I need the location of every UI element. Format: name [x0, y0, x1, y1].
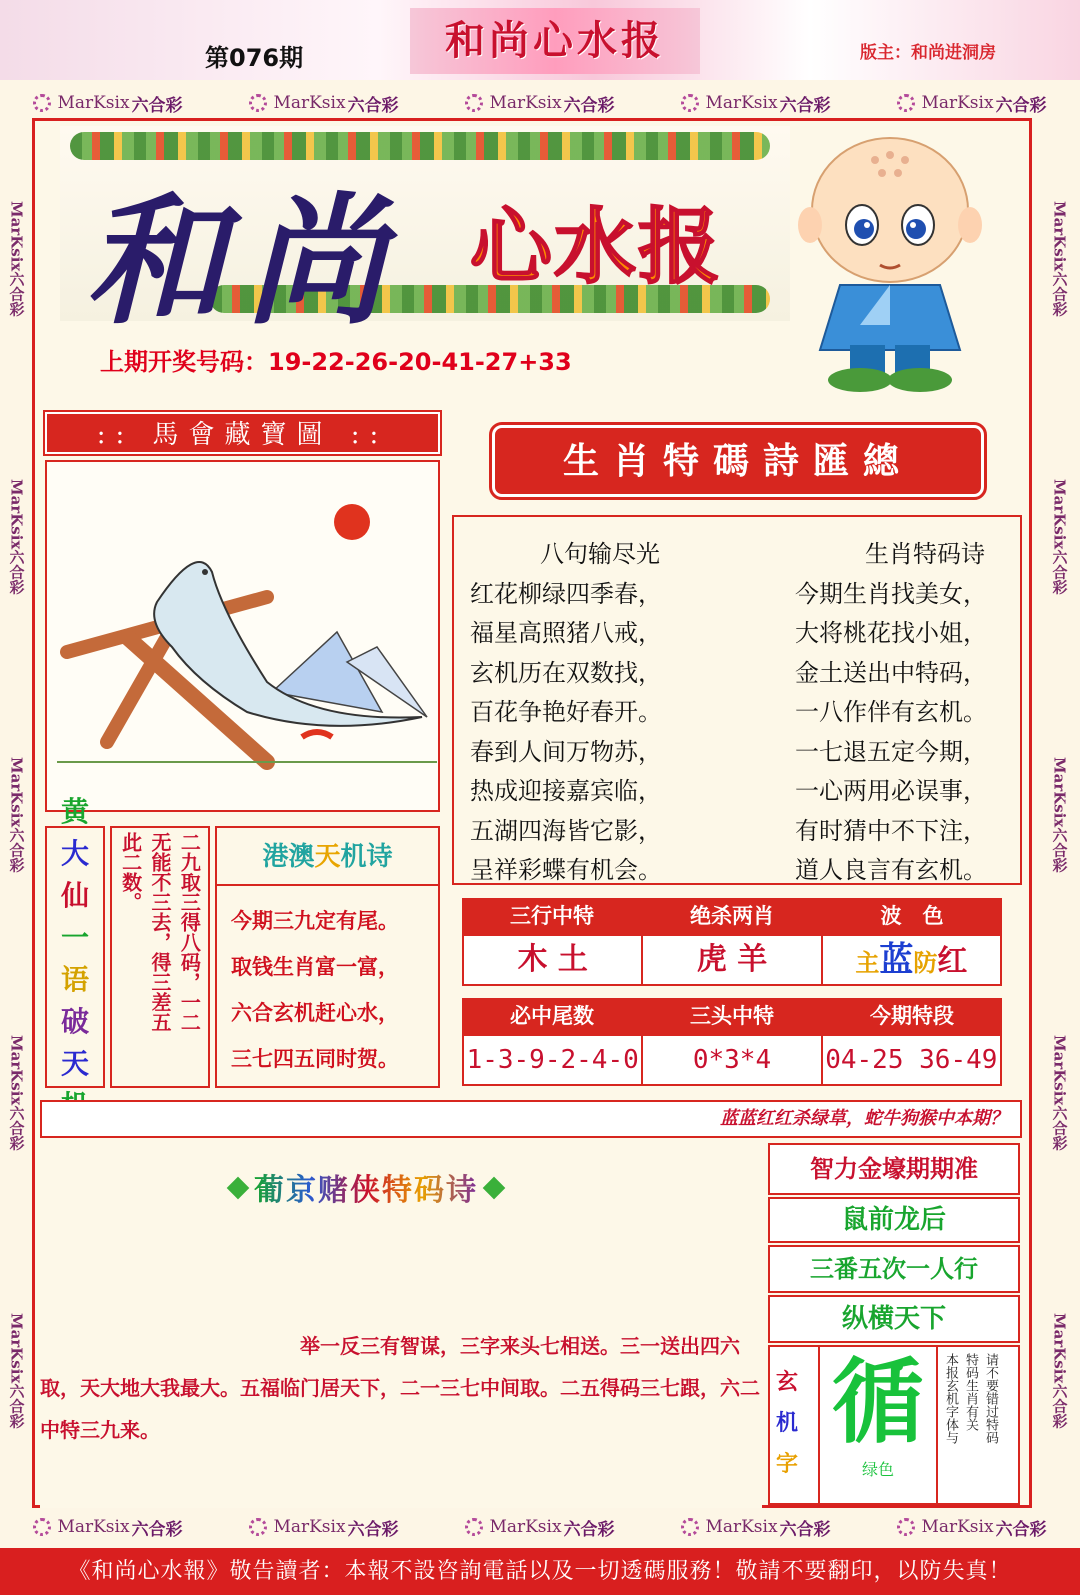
- huang-char: 天: [60, 1047, 89, 1080]
- watermark: [897, 91, 1046, 116]
- watermark: [681, 91, 830, 116]
- gangao-line: 今期三九定有尾。: [231, 908, 399, 933]
- editor-credit: 版主：和尚进洞房: [860, 43, 996, 63]
- right-box-2: 鼠前龙后: [768, 1197, 1020, 1243]
- watermark-en: MarKsix: [57, 1517, 130, 1537]
- issue-number: 第076期: [205, 44, 304, 72]
- huang-char: 语: [60, 963, 89, 996]
- verse-column: 二九取三得八码，一二: [177, 832, 202, 1032]
- watermark-col-right: [1045, 120, 1075, 1510]
- grid-header-row: [462, 898, 1002, 934]
- huang-char: 一: [60, 921, 89, 954]
- mystery-char: 循: [831, 1348, 924, 1456]
- poem-line: 今期生肖找美女，: [795, 579, 987, 608]
- poem-line: 一八作伴有玄机。: [795, 698, 987, 726]
- watermark-side: MarKsix六合彩: [1050, 1313, 1069, 1429]
- watermark-en: MarKsix: [921, 1517, 994, 1537]
- grid-header: 必中尾数: [510, 1003, 594, 1028]
- watermark-zh: 六合彩: [131, 95, 183, 116]
- flower-icon: [465, 94, 483, 112]
- watermark-side: MarKsix六合彩: [1050, 479, 1069, 595]
- watermark-zh: 六合彩: [995, 1519, 1047, 1540]
- wave-blue: 蓝: [879, 940, 914, 980]
- watermark-side: MarKsix六合彩: [7, 1313, 26, 1429]
- poem-line: 一七退五定今期，: [795, 737, 987, 766]
- grid-value-wave: [823, 936, 1000, 984]
- horse-map-title: :: 馬會藏寶圖 ::: [45, 412, 440, 454]
- watermark: [33, 1515, 182, 1540]
- watermark: [465, 91, 614, 116]
- huang-char: 破: [60, 1005, 89, 1038]
- mystery-char-notes: [942, 1353, 998, 1444]
- watermark-row-top: [0, 88, 1080, 118]
- huang-char: 仙: [60, 879, 89, 912]
- label-char: 机: [776, 1410, 799, 1436]
- gangao-line: 取钱生肖富一富，: [231, 954, 399, 979]
- grid-value-heads: 0*3*4: [643, 1036, 822, 1084]
- right-box-1: 智力金壕期期准: [768, 1143, 1020, 1195]
- poem-line: 大将桃花找小姐，: [795, 619, 987, 647]
- poem-line: 道人良言有玄机。: [795, 856, 987, 884]
- banner-title: 和尚: [85, 180, 406, 344]
- watermark: [33, 91, 182, 116]
- watermark-side: MarKsix六合彩: [1050, 1035, 1069, 1151]
- poem-line: 呈祥彩蝶有机会。: [470, 856, 662, 884]
- mystery-char-cell: [818, 1347, 938, 1505]
- poem-line: 红花柳绿四季春，: [470, 579, 662, 608]
- dujing-title-text: 葡京赌侠特码诗: [254, 1173, 478, 1208]
- last-draw-result: [100, 342, 572, 377]
- watermark-col-left: [2, 120, 32, 1510]
- watermark: [681, 1515, 830, 1540]
- gangao-title-c: 机诗: [340, 842, 393, 872]
- grid-header: 三头中特: [690, 1003, 774, 1028]
- last-draw-numbers: 19-22-26-20-41-27+33: [268, 348, 572, 376]
- gangao-title-a: 港澳: [262, 842, 315, 872]
- dujing-title: [222, 1165, 510, 1209]
- wave-main-label: 主: [855, 948, 880, 977]
- huang-daxian-box: [45, 795, 105, 1088]
- watermark-en: MarKsix: [489, 1517, 562, 1537]
- verse-column: 无能不三去，得三差五: [147, 832, 172, 1032]
- poem-line: 金土送出中特码，: [795, 658, 987, 687]
- dujing-poem: 举一反三有智谋，三字来头七相送。三一送出四六取，天大地大我最大。五福临门居天下，二一三七中间取。二五得码三七跟，六二中特三九来。: [40, 1334, 760, 1442]
- prediction-grid: [462, 898, 1002, 1086]
- gangao-line: 三七四五同时贺。: [231, 1046, 399, 1071]
- grid-value-row: [462, 1034, 1002, 1086]
- poem-left: [470, 535, 662, 891]
- wave-red: 红: [937, 944, 968, 979]
- verse-column: 此二数。: [118, 832, 143, 912]
- grid-value-elements: 木 土: [464, 936, 643, 984]
- diamond-icon: [227, 1177, 250, 1200]
- grid-header: 绝杀两肖: [690, 903, 774, 928]
- watermark: [897, 1515, 1046, 1540]
- flower-icon: [249, 1518, 267, 1536]
- flower-icon: [465, 1518, 483, 1536]
- watermark-zh: 六合彩: [563, 1519, 615, 1540]
- watermark-zh: 六合彩: [347, 1519, 399, 1540]
- flower-icon: [681, 1518, 699, 1536]
- horse-map-picture: [45, 460, 440, 812]
- poem-line: 玄机历在双数找，: [470, 658, 662, 687]
- watermark-zh: 六合彩: [995, 95, 1047, 116]
- note-column: 本报玄机字体与: [943, 1353, 958, 1444]
- label-char: 玄: [776, 1369, 799, 1395]
- huang-char: 大: [60, 837, 89, 870]
- flower-icon: [33, 94, 51, 112]
- banner-subtitle: 心水报: [470, 199, 723, 295]
- flower-icon: [897, 94, 915, 112]
- watermark-side: MarKsix六合彩: [7, 479, 26, 595]
- wave-guard-label: 防: [913, 948, 938, 977]
- gangao-line: 六合玄机赶心水，: [231, 1000, 399, 1025]
- grid-value-tails: 1-3-9-2-4-0: [464, 1036, 643, 1084]
- poem-line: 热成迎接嘉宾临，: [470, 777, 662, 805]
- watermark-en: MarKsix: [921, 93, 994, 113]
- poem-line: 一心两用必误事，: [795, 777, 987, 805]
- poem-line: 五湖四海皆它影，: [470, 816, 662, 845]
- watermark-row-bottom: [0, 1512, 1080, 1542]
- watermark-en: MarKsix: [705, 93, 778, 113]
- lizard-illustration-icon: [47, 462, 440, 812]
- watermark-side: MarKsix六合彩: [7, 201, 26, 317]
- right-box-4: 纵横天下: [768, 1295, 1020, 1343]
- label-char: 字: [776, 1451, 799, 1477]
- mystery-char-color: 绿色: [861, 1460, 894, 1479]
- huang-char: 黄: [60, 795, 89, 828]
- flower-icon: [249, 94, 267, 112]
- grid-value-segments: 04-25 36-49: [825, 1045, 998, 1075]
- watermark-side: MarKsix六合彩: [1050, 757, 1069, 873]
- poem-line: 春到人间万物苏，: [470, 737, 662, 766]
- last-draw-label: 上期开奖号码：: [100, 348, 268, 376]
- poem-summary-title: 生肖特碼詩匯總: [492, 425, 984, 497]
- watermark-side: MarKsix六合彩: [7, 1035, 26, 1151]
- grid-value-row: [462, 934, 1002, 986]
- watermark-side: MarKsix六合彩: [7, 757, 26, 873]
- poem-line: 有时猜中不下注，: [795, 816, 987, 845]
- gangao-title: [217, 828, 438, 886]
- diamond-icon: [483, 1177, 506, 1200]
- poem-line: 福星高照猪八戒，: [470, 619, 662, 647]
- mystery-char-label: [776, 1365, 798, 1478]
- grid-header: 波 色: [880, 903, 944, 928]
- watermark-zh: 六合彩: [563, 95, 615, 116]
- poem-right: [795, 535, 987, 891]
- watermark-en: MarKsix: [57, 93, 130, 113]
- note-column: 请不要错过特码: [983, 1353, 998, 1444]
- tip-bar: 蓝蓝红红杀绿草，蛇牛狗猴中本期？: [40, 1100, 1022, 1138]
- watermark-zh: 六合彩: [131, 1519, 183, 1540]
- poem-line: 百花争艳好春开。: [470, 698, 662, 726]
- mystery-char-box: [768, 1345, 1020, 1505]
- flower-icon: [897, 1518, 915, 1536]
- watermark-zh: 六合彩: [347, 95, 399, 116]
- watermark-en: MarKsix: [273, 1517, 346, 1537]
- watermark-en: MarKsix: [489, 93, 562, 113]
- note-column: 特码生肖有关: [963, 1353, 978, 1431]
- grid-header: 今期特段: [870, 1003, 954, 1028]
- flower-icon: [33, 1518, 51, 1536]
- watermark: [249, 1515, 398, 1540]
- watermark: [249, 91, 398, 116]
- grid-value-kill: 虎 羊: [643, 936, 822, 984]
- poem-left-title: 八句输尽光: [540, 540, 660, 568]
- gangao-title-b: 天: [314, 842, 341, 872]
- huang-daxian-verse: [110, 826, 210, 1088]
- watermark-zh: 六合彩: [779, 1519, 831, 1540]
- poem-right-title: 生肖特码诗: [865, 540, 985, 568]
- grid-header-row: [462, 998, 1002, 1034]
- footer-notice: 《和尚心水報》敬告讀者：本報不設咨詢電話以及一切透碼服務！敬請不要翻印，以防失真！: [0, 1548, 1080, 1595]
- right-box-3: 三番五次一人行: [768, 1245, 1020, 1293]
- watermark-en: MarKsix: [705, 1517, 778, 1537]
- watermark-zh: 六合彩: [779, 95, 831, 116]
- watermark: [465, 1515, 614, 1540]
- flower-icon: [681, 94, 699, 112]
- top-title: 和尚心水报: [410, 8, 700, 74]
- gangao-poem-box: [215, 826, 440, 1088]
- grid-header: 三行中特: [510, 903, 594, 928]
- watermark-en: MarKsix: [273, 93, 346, 113]
- watermark-side: MarKsix六合彩: [1050, 201, 1069, 317]
- monk-mascot-icon: [790, 125, 990, 395]
